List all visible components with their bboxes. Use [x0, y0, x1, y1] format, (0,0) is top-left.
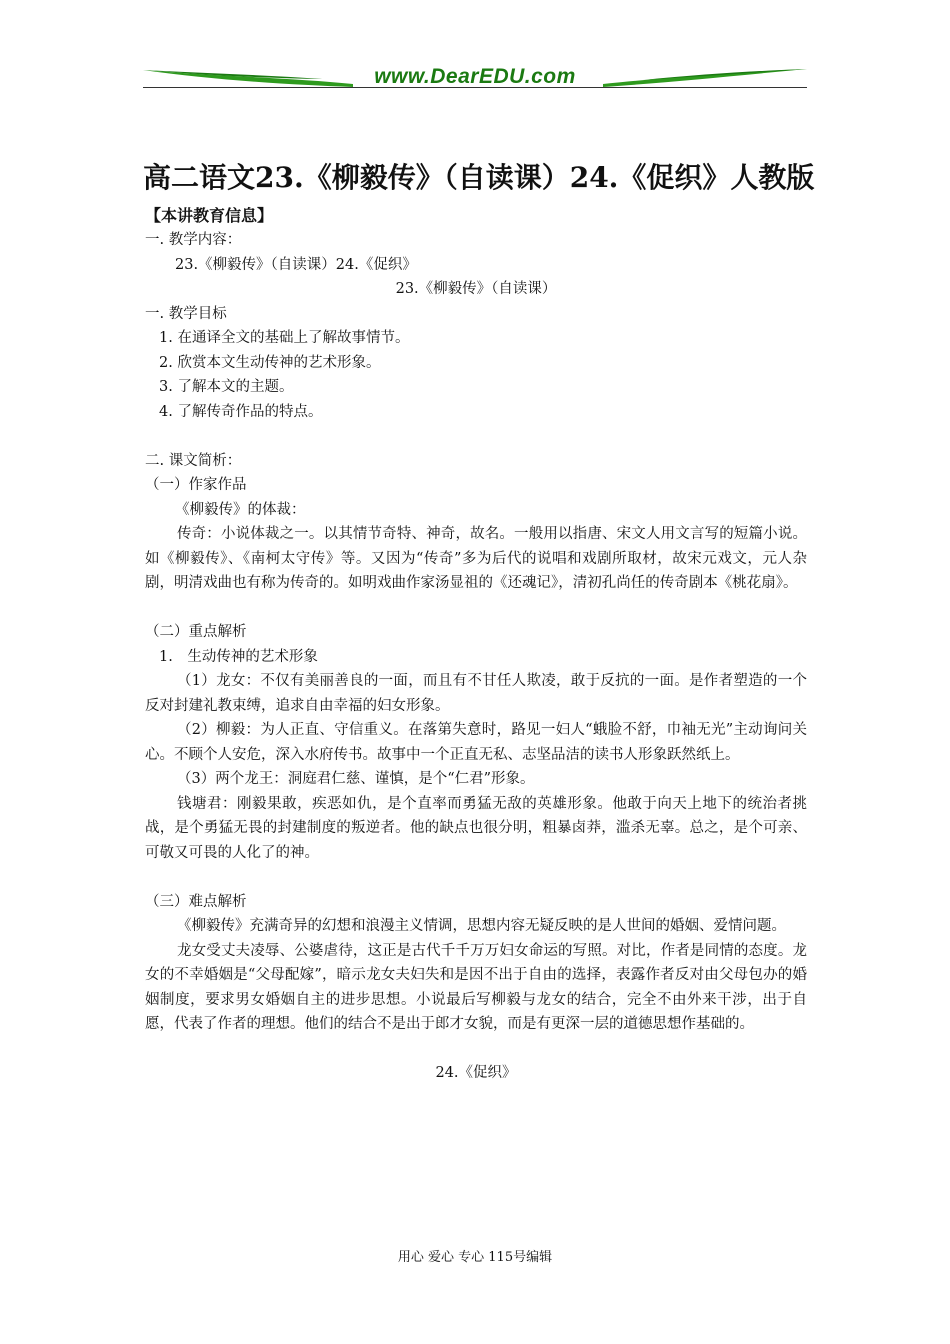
part3-heading: （三）难点解析 — [145, 893, 247, 910]
page-footer: 用心 爱心 专心 115号编辑 — [397, 1250, 553, 1265]
lesson24-title: 24.《促织》 — [435, 1065, 517, 1081]
character-longnv: （1）龙女：不仅有美丽善良的一面，而且有不甘任人欺凌，敢于反抗的一面。是作者塑造的一个反对封建礼教束缚，追求自由幸福的妇女形象。 — [145, 673, 807, 714]
section-heading: 【本讲教育信息】 — [145, 206, 274, 225]
teach-content-line: 23.《柳毅传》（自读课）24.《促织》 — [175, 256, 417, 273]
analysis-heading: 二. 课文简析： — [145, 452, 242, 469]
part2-heading: （二）重点解析 — [145, 624, 247, 640]
teach-content-heading: 一. 教学内容： — [145, 232, 242, 248]
goal-item: 1. 在通译全文的基础上了解故事情节。 — [159, 330, 410, 346]
page-header — [143, 62, 807, 96]
genre-paragraph: 传奇：小说体裁之一。以其情节奇特、神奇，故名。一般用以指唐、宋文人用文言写的短篇小说。如《柳毅传》、《南柯太守传》等。又因为“传奇”多为后代的说唱和戏剧所取材，故宋元戏文，元人杂剧，明清戏曲也有称为传奇的。如明戏曲作家汤显祖的《还魂记》，清初孔尚任的传奇剧本《桃花扇》。 — [145, 526, 807, 591]
character-dragon-kings: （3）两个龙王：洞庭君仁慈、谨慎，是个“仁君”形象。 — [177, 771, 535, 787]
character-qiantangjun: 钱塘君：刚毅果敢，疾恶如仇，是个直率而勇猛无敌的英雄形象。他敢于向天上地下的统治者挑战，是个勇猛无畏的封建制度的叛逆者。他的缺点也很分明，粗暴卤莽，滥杀无辜。总之，是个可亲、可敬又可畏的人化了的神。 — [145, 795, 807, 861]
goal-item: 4. 了解传奇作品的特点。 — [159, 403, 323, 420]
genre-heading: 《柳毅传》的体裁： — [175, 501, 306, 518]
character-liuyi: （2）柳毅：为人正直、守信重义。在落第失意时，路见一妇人“蛾脸不舒，巾袖无光”主动询问关心。不顾个人安危，深入水府传书。故事中一个正直无私、志坚品洁的读书人形象跃然纸上。 — [145, 722, 807, 763]
goals-heading: 一. 教学目标 — [145, 305, 227, 322]
goal-item: 2. 欣赏本文生动传神的艺术形象。 — [159, 354, 381, 371]
difficulty-paragraph: 《柳毅传》充满奇异的幻想和浪漫主义情调，思想内容无疑反映的是人世间的婚姻、爱情问题。 — [177, 918, 786, 934]
lesson23-title: 23.《柳毅传》（自读课） — [395, 281, 557, 297]
point1-heading: 1. 生动传神的艺术形象 — [159, 648, 318, 665]
site-logo: www.DearEDU.com — [374, 65, 576, 88]
page-title: 高二语文23.《柳毅传》（自读课）24.《促织》人教版 — [143, 161, 815, 194]
document-body — [145, 204, 807, 1086]
goal-item: 3. 了解本文的主题。 — [159, 379, 294, 395]
part1-heading: （一）作家作品 — [145, 477, 247, 493]
difficulty-paragraph: 龙女受丈夫凌辱、公婆虐待，这正是古代千千万万妇女命运的写照。对比，作者是同情的态度。龙女的不幸婚姻是“父母配嫁”，暗示龙女夫妇失和是因不出于自由的选择，表露作者反对由父母包办的婚姻制度，要求男女婚姻自主的进步思想。小说最后写柳毅与龙女的结合，完全不由外来干涉，出于自愿，代表了作者的理想。他们的结合不是出于郎才女貌，而是有更深一层的道德思想作基础的。 — [145, 942, 807, 1032]
